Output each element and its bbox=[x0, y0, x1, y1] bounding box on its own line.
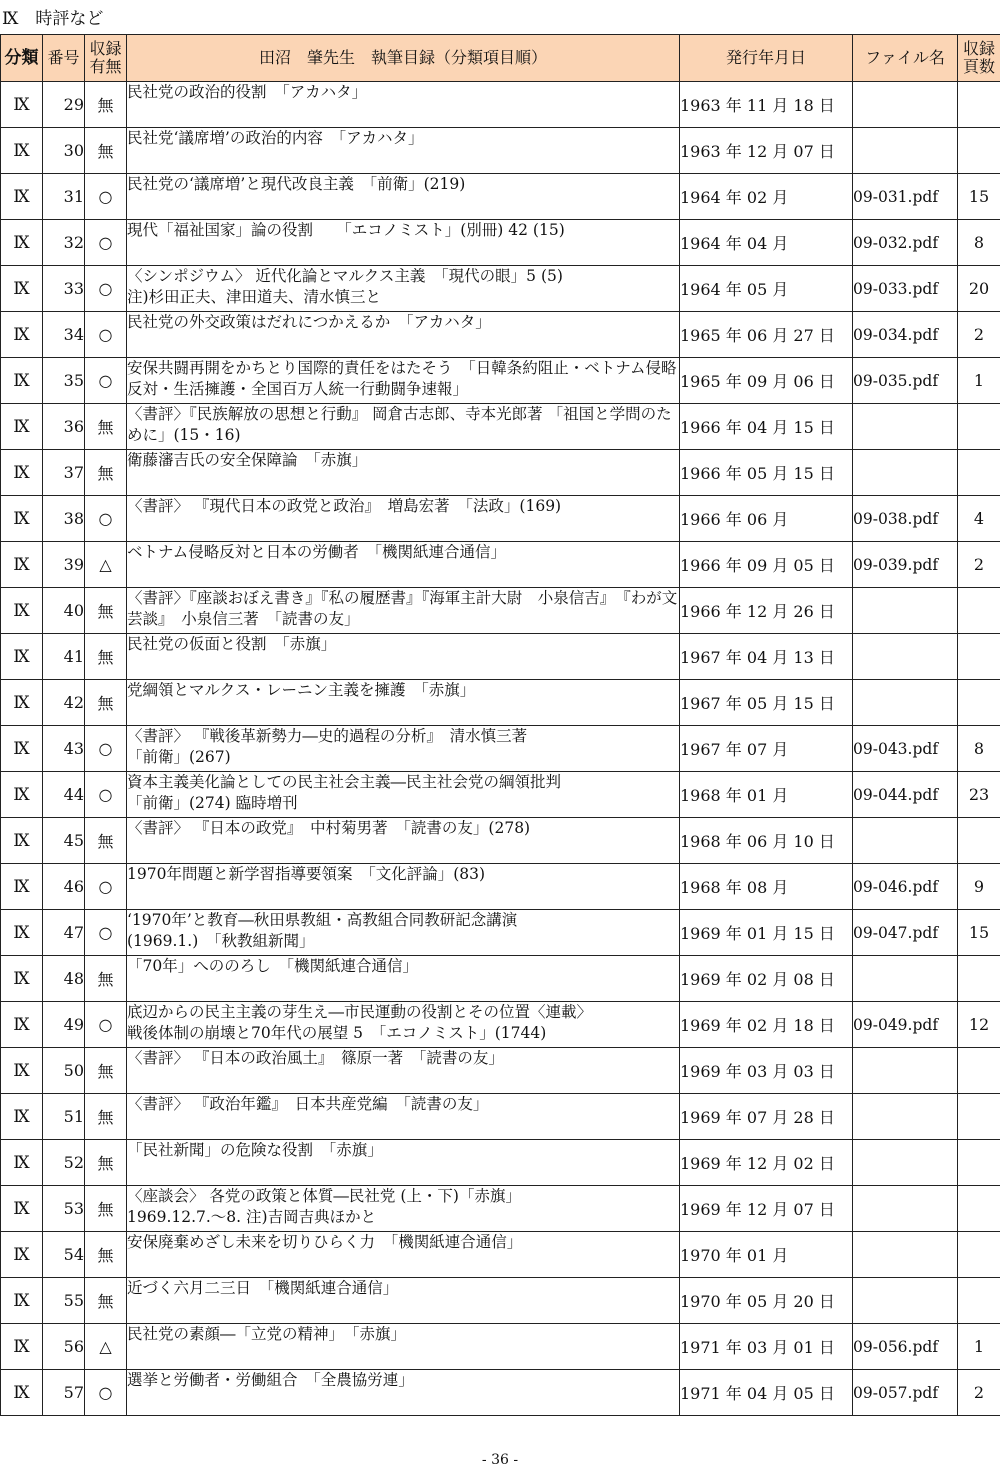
category-cell: Ⅸ bbox=[1, 956, 43, 1002]
header-included: 収録有無 bbox=[85, 35, 127, 82]
title-cell: 民社党の‘議席増’と現代改良主義 「前衛」(219) bbox=[127, 174, 680, 220]
title-cell: 〈書評〉 『日本の政治風土』 篠原一著 「読書の友」 bbox=[127, 1048, 680, 1094]
category-cell: Ⅸ bbox=[1, 312, 43, 358]
file-cell: 09-047.pdf bbox=[853, 910, 958, 956]
file-cell: 09-038.pdf bbox=[853, 496, 958, 542]
file-cell bbox=[853, 1048, 958, 1094]
pages-cell: 8 bbox=[958, 220, 1000, 266]
table-row bbox=[1, 220, 1000, 266]
pages-cell bbox=[958, 1232, 1000, 1278]
included-cell: ○ bbox=[85, 174, 127, 220]
file-cell bbox=[853, 404, 958, 450]
date-cell: 1966 年 05 月 15 日 bbox=[680, 450, 853, 496]
table-row bbox=[1, 772, 1000, 818]
file-cell: 09-043.pdf bbox=[853, 726, 958, 772]
included-cell: 無 bbox=[85, 1140, 127, 1186]
category-cell: Ⅸ bbox=[1, 1324, 43, 1370]
title-cell: 民社党の政治的役割 「アカハタ」 bbox=[127, 82, 680, 128]
category-cell: Ⅸ bbox=[1, 450, 43, 496]
file-cell bbox=[853, 450, 958, 496]
table-row bbox=[1, 588, 1000, 634]
table-row bbox=[1, 450, 1000, 496]
included-cell: 無 bbox=[85, 1094, 127, 1140]
pages-cell: 9 bbox=[958, 864, 1000, 910]
date-cell: 1966 年 09 月 05 日 bbox=[680, 542, 853, 588]
category-cell: Ⅸ bbox=[1, 1232, 43, 1278]
number-cell: 56 bbox=[43, 1324, 85, 1370]
table-row bbox=[1, 266, 1000, 312]
header-date: 発行年月日 bbox=[680, 35, 853, 82]
table-row bbox=[1, 358, 1000, 404]
title-cell: ベトナム侵略反対と日本の労働者 「機関紙連合通信」 bbox=[127, 542, 680, 588]
category-cell: Ⅸ bbox=[1, 266, 43, 312]
category-cell: Ⅸ bbox=[1, 358, 43, 404]
category-cell: Ⅸ bbox=[1, 772, 43, 818]
title-cell: 近づく六月二三日 「機関紙連合通信」 bbox=[127, 1278, 680, 1324]
category-cell: Ⅸ bbox=[1, 680, 43, 726]
date-cell: 1965 年 06 月 27 日 bbox=[680, 312, 853, 358]
category-cell: Ⅸ bbox=[1, 634, 43, 680]
title-cell: 民社党の仮面と役割 「赤旗」 bbox=[127, 634, 680, 680]
included-cell: ○ bbox=[85, 358, 127, 404]
pages-cell bbox=[958, 404, 1000, 450]
header-pages: 収録頁数 bbox=[958, 35, 1000, 82]
title-cell: 民社党の素顔―「立党の精神」 「赤旗」 bbox=[127, 1324, 680, 1370]
file-cell bbox=[853, 82, 958, 128]
title-cell: 〈座談会〉 各党の政策と体質―民社党 (上・下)「赤旗」 1969.12.7.～8. 注)吉岡吉典ほかと bbox=[127, 1186, 680, 1232]
title-cell: 〈書評〉 『戦後革新勢力―史的過程の分析』 清水慎三著 「前衛」(267) bbox=[127, 726, 680, 772]
file-cell bbox=[853, 588, 958, 634]
file-cell bbox=[853, 1186, 958, 1232]
pages-cell bbox=[958, 1278, 1000, 1324]
category-cell: Ⅸ bbox=[1, 910, 43, 956]
table-row bbox=[1, 404, 1000, 450]
number-cell: 46 bbox=[43, 864, 85, 910]
table-row bbox=[1, 1048, 1000, 1094]
table-row bbox=[1, 82, 1000, 128]
table-row bbox=[1, 1186, 1000, 1232]
category-cell: Ⅸ bbox=[1, 128, 43, 174]
title-cell: 〈書評〉 『日本の政党』 中村菊男著 「読書の友」(278) bbox=[127, 818, 680, 864]
date-cell: 1963 年 11 月 18 日 bbox=[680, 82, 853, 128]
pages-cell bbox=[958, 1094, 1000, 1140]
title-cell: 「民社新聞」の危険な役割 「赤旗」 bbox=[127, 1140, 680, 1186]
title-cell: 現代「福祉国家」論の役割 「エコノミスト」(別冊) 42 (15) bbox=[127, 220, 680, 266]
pages-cell: 2 bbox=[958, 1370, 1000, 1416]
number-cell: 30 bbox=[43, 128, 85, 174]
table-row bbox=[1, 864, 1000, 910]
included-cell: 無 bbox=[85, 680, 127, 726]
table-row bbox=[1, 496, 1000, 542]
file-cell bbox=[853, 818, 958, 864]
file-cell bbox=[853, 1094, 958, 1140]
table-row bbox=[1, 128, 1000, 174]
date-cell: 1969 年 02 月 08 日 bbox=[680, 956, 853, 1002]
header-row bbox=[1, 35, 1000, 82]
category-cell: Ⅸ bbox=[1, 404, 43, 450]
date-cell: 1966 年 04 月 15 日 bbox=[680, 404, 853, 450]
date-cell: 1971 年 04 月 05 日 bbox=[680, 1370, 853, 1416]
title-cell: ‘1970年’と教育―秋田県教組・高教組合同教研記念講演 (1969.1.) 「秋教組新聞」 bbox=[127, 910, 680, 956]
title-cell: 〈書評〉 『政治年鑑』 日本共産党編 「読書の友」 bbox=[127, 1094, 680, 1140]
file-cell: 09-031.pdf bbox=[853, 174, 958, 220]
pages-cell bbox=[958, 1048, 1000, 1094]
category-cell: Ⅸ bbox=[1, 82, 43, 128]
table-body bbox=[1, 82, 1000, 1416]
title-cell: 〈シンポジウム〉 近代化論とマルクス主義 「現代の眼」5 (5) 注)杉田正夫、津田道夫、清水慎三と bbox=[127, 266, 680, 312]
category-cell: Ⅸ bbox=[1, 174, 43, 220]
title-cell: 〈書評〉『民族解放の思想と行動』 岡倉古志郎、寺本光郎著 「祖国と学問のために」(15・16) bbox=[127, 404, 680, 450]
date-cell: 1969 年 03 月 03 日 bbox=[680, 1048, 853, 1094]
file-cell: 09-049.pdf bbox=[853, 1002, 958, 1048]
title-cell: 民社党の外交政策はだれにつかえるか 「アカハタ」 bbox=[127, 312, 680, 358]
included-cell: ○ bbox=[85, 1370, 127, 1416]
file-cell bbox=[853, 680, 958, 726]
included-cell: ○ bbox=[85, 726, 127, 772]
date-cell: 1970 年 01 月 bbox=[680, 1232, 853, 1278]
table-row bbox=[1, 818, 1000, 864]
number-cell: 50 bbox=[43, 1048, 85, 1094]
number-cell: 57 bbox=[43, 1370, 85, 1416]
date-cell: 1965 年 09 月 06 日 bbox=[680, 358, 853, 404]
table-row bbox=[1, 680, 1000, 726]
table-row bbox=[1, 910, 1000, 956]
title-cell: 安保共闘再開をかちとり国際的責任をはたそう 「日韓条約阻止・ベトナム侵略反対・生活擁護・全国百万人統一行動闘争速報」 bbox=[127, 358, 680, 404]
number-cell: 43 bbox=[43, 726, 85, 772]
category-cell: Ⅸ bbox=[1, 1140, 43, 1186]
date-cell: 1969 年 12 月 02 日 bbox=[680, 1140, 853, 1186]
pages-cell bbox=[958, 956, 1000, 1002]
number-cell: 51 bbox=[43, 1094, 85, 1140]
included-cell: ○ bbox=[85, 312, 127, 358]
category-cell: Ⅸ bbox=[1, 726, 43, 772]
date-cell: 1968 年 08 月 bbox=[680, 864, 853, 910]
pages-cell bbox=[958, 818, 1000, 864]
number-cell: 49 bbox=[43, 1002, 85, 1048]
table-row bbox=[1, 1324, 1000, 1370]
file-cell: 09-034.pdf bbox=[853, 312, 958, 358]
number-cell: 45 bbox=[43, 818, 85, 864]
section-title: Ⅸ 時評など bbox=[2, 9, 104, 29]
pages-cell bbox=[958, 450, 1000, 496]
number-cell: 29 bbox=[43, 82, 85, 128]
included-cell: ○ bbox=[85, 266, 127, 312]
category-cell: Ⅸ bbox=[1, 1048, 43, 1094]
number-cell: 37 bbox=[43, 450, 85, 496]
included-cell: ○ bbox=[85, 496, 127, 542]
table-row bbox=[1, 1232, 1000, 1278]
number-cell: 40 bbox=[43, 588, 85, 634]
pages-cell bbox=[958, 1140, 1000, 1186]
title-cell: 衛藤瀋吉氏の安全保障論 「赤旗」 bbox=[127, 450, 680, 496]
number-cell: 31 bbox=[43, 174, 85, 220]
category-cell: Ⅸ bbox=[1, 1278, 43, 1324]
file-cell: 09-032.pdf bbox=[853, 220, 958, 266]
pages-cell: 8 bbox=[958, 726, 1000, 772]
pages-cell bbox=[958, 1186, 1000, 1232]
file-cell bbox=[853, 956, 958, 1002]
date-cell: 1969 年 02 月 18 日 bbox=[680, 1002, 853, 1048]
category-cell: Ⅸ bbox=[1, 1002, 43, 1048]
file-cell bbox=[853, 1278, 958, 1324]
included-cell: ○ bbox=[85, 220, 127, 266]
number-cell: 39 bbox=[43, 542, 85, 588]
number-cell: 35 bbox=[43, 358, 85, 404]
included-cell: 無 bbox=[85, 634, 127, 680]
pages-cell bbox=[958, 128, 1000, 174]
title-cell: 〈書評〉『座談おぼえ書き』『私の履歴書』『海軍主計大尉 小泉信吉』 『わが文芸談』 小泉信三著 「読書の友」 bbox=[127, 588, 680, 634]
category-cell: Ⅸ bbox=[1, 1370, 43, 1416]
pages-cell: 1 bbox=[958, 1324, 1000, 1370]
table-row bbox=[1, 1278, 1000, 1324]
file-cell: 09-039.pdf bbox=[853, 542, 958, 588]
date-cell: 1967 年 04 月 13 日 bbox=[680, 634, 853, 680]
included-cell: 無 bbox=[85, 1278, 127, 1324]
included-cell: 無 bbox=[85, 1048, 127, 1094]
date-cell: 1964 年 05 月 bbox=[680, 266, 853, 312]
number-cell: 48 bbox=[43, 956, 85, 1002]
title-cell: 〈書評〉 『現代日本の政党と政治』 増島宏著 「法政」(169) bbox=[127, 496, 680, 542]
date-cell: 1969 年 12 月 07 日 bbox=[680, 1186, 853, 1232]
title-cell: 資本主義美化論としての民主社会主義―民主社会党の綱領批判 「前衛」(274) 臨時増刊 bbox=[127, 772, 680, 818]
file-cell bbox=[853, 1140, 958, 1186]
table-row bbox=[1, 312, 1000, 358]
included-cell: 無 bbox=[85, 404, 127, 450]
number-cell: 44 bbox=[43, 772, 85, 818]
file-cell: 09-056.pdf bbox=[853, 1324, 958, 1370]
pages-cell bbox=[958, 82, 1000, 128]
category-cell: Ⅸ bbox=[1, 588, 43, 634]
number-cell: 52 bbox=[43, 1140, 85, 1186]
pages-cell: 15 bbox=[958, 174, 1000, 220]
included-cell: △ bbox=[85, 1324, 127, 1370]
category-cell: Ⅸ bbox=[1, 220, 43, 266]
table-row bbox=[1, 1140, 1000, 1186]
table-row bbox=[1, 1094, 1000, 1140]
date-cell: 1967 年 07 月 bbox=[680, 726, 853, 772]
table-row bbox=[1, 1370, 1000, 1416]
pages-cell: 2 bbox=[958, 542, 1000, 588]
file-cell bbox=[853, 1232, 958, 1278]
date-cell: 1964 年 02 月 bbox=[680, 174, 853, 220]
included-cell: 無 bbox=[85, 588, 127, 634]
table-row bbox=[1, 956, 1000, 1002]
pages-cell bbox=[958, 588, 1000, 634]
included-cell: 無 bbox=[85, 82, 127, 128]
pages-cell bbox=[958, 680, 1000, 726]
pages-cell: 15 bbox=[958, 910, 1000, 956]
category-cell: Ⅸ bbox=[1, 496, 43, 542]
header-category: 分類 bbox=[1, 35, 43, 82]
title-cell: 民社党‘議席増’の政治的内容 「アカハタ」 bbox=[127, 128, 680, 174]
included-cell: ○ bbox=[85, 1002, 127, 1048]
header-title: 田沼 肇先生 執筆目録（分類項目順） bbox=[127, 35, 680, 82]
number-cell: 42 bbox=[43, 680, 85, 726]
file-cell: 09-035.pdf bbox=[853, 358, 958, 404]
file-cell: 09-057.pdf bbox=[853, 1370, 958, 1416]
included-cell: 無 bbox=[85, 1232, 127, 1278]
title-cell: 底辺からの民主主義の芽生え―市民運動の役割とその位置〈連載〉 戦後体制の崩壊と70年代の展望 5 「エコノミスト」(1744) bbox=[127, 1002, 680, 1048]
included-cell: ○ bbox=[85, 910, 127, 956]
pages-cell: 4 bbox=[958, 496, 1000, 542]
date-cell: 1970 年 05 月 20 日 bbox=[680, 1278, 853, 1324]
date-cell: 1963 年 12 月 07 日 bbox=[680, 128, 853, 174]
number-cell: 47 bbox=[43, 910, 85, 956]
header-file: ファイル名 bbox=[853, 35, 958, 82]
number-cell: 54 bbox=[43, 1232, 85, 1278]
catalog-table bbox=[0, 34, 1000, 1416]
title-cell: 安保廃棄めざし未来を切りひらく力 「機関紙連合通信」 bbox=[127, 1232, 680, 1278]
table-row bbox=[1, 1002, 1000, 1048]
number-cell: 32 bbox=[43, 220, 85, 266]
date-cell: 1968 年 06 月 10 日 bbox=[680, 818, 853, 864]
title-cell: 選挙と労働者・労働組合 「全農協労連」 bbox=[127, 1370, 680, 1416]
title-cell: 党綱領とマルクス・レーニン主義を擁護 「赤旗」 bbox=[127, 680, 680, 726]
table-row bbox=[1, 542, 1000, 588]
included-cell: 無 bbox=[85, 818, 127, 864]
page-number: - 36 - bbox=[481, 1452, 519, 1468]
pages-cell: 20 bbox=[958, 266, 1000, 312]
number-cell: 38 bbox=[43, 496, 85, 542]
date-cell: 1971 年 03 月 01 日 bbox=[680, 1324, 853, 1370]
included-cell: 無 bbox=[85, 1186, 127, 1232]
category-cell: Ⅸ bbox=[1, 1094, 43, 1140]
category-cell: Ⅸ bbox=[1, 818, 43, 864]
table-row bbox=[1, 634, 1000, 680]
date-cell: 1966 年 06 月 bbox=[680, 496, 853, 542]
included-cell: 無 bbox=[85, 128, 127, 174]
file-cell bbox=[853, 128, 958, 174]
header-number: 番号 bbox=[43, 35, 85, 82]
title-cell: 「70年」へののろし 「機関紙連合通信」 bbox=[127, 956, 680, 1002]
pages-cell: 1 bbox=[958, 358, 1000, 404]
file-cell: 09-044.pdf bbox=[853, 772, 958, 818]
title-cell: 1970年問題と新学習指導要領案 「文化評論」(83) bbox=[127, 864, 680, 910]
date-cell: 1969 年 07 月 28 日 bbox=[680, 1094, 853, 1140]
category-cell: Ⅸ bbox=[1, 1186, 43, 1232]
category-cell: Ⅸ bbox=[1, 864, 43, 910]
included-cell: 無 bbox=[85, 450, 127, 496]
number-cell: 34 bbox=[43, 312, 85, 358]
included-cell: 無 bbox=[85, 956, 127, 1002]
included-cell: △ bbox=[85, 542, 127, 588]
date-cell: 1966 年 12 月 26 日 bbox=[680, 588, 853, 634]
pages-cell bbox=[958, 634, 1000, 680]
pages-cell: 2 bbox=[958, 312, 1000, 358]
file-cell: 09-033.pdf bbox=[853, 266, 958, 312]
number-cell: 55 bbox=[43, 1278, 85, 1324]
number-cell: 33 bbox=[43, 266, 85, 312]
date-cell: 1969 年 01 月 15 日 bbox=[680, 910, 853, 956]
date-cell: 1967 年 05 月 15 日 bbox=[680, 680, 853, 726]
included-cell: ○ bbox=[85, 864, 127, 910]
number-cell: 41 bbox=[43, 634, 85, 680]
file-cell: 09-046.pdf bbox=[853, 864, 958, 910]
table-row bbox=[1, 726, 1000, 772]
number-cell: 53 bbox=[43, 1186, 85, 1232]
included-cell: ○ bbox=[85, 772, 127, 818]
table-row bbox=[1, 174, 1000, 220]
number-cell: 36 bbox=[43, 404, 85, 450]
date-cell: 1968 年 01 月 bbox=[680, 772, 853, 818]
pages-cell: 12 bbox=[958, 1002, 1000, 1048]
file-cell bbox=[853, 634, 958, 680]
date-cell: 1964 年 04 月 bbox=[680, 220, 853, 266]
pages-cell: 23 bbox=[958, 772, 1000, 818]
category-cell: Ⅸ bbox=[1, 542, 43, 588]
